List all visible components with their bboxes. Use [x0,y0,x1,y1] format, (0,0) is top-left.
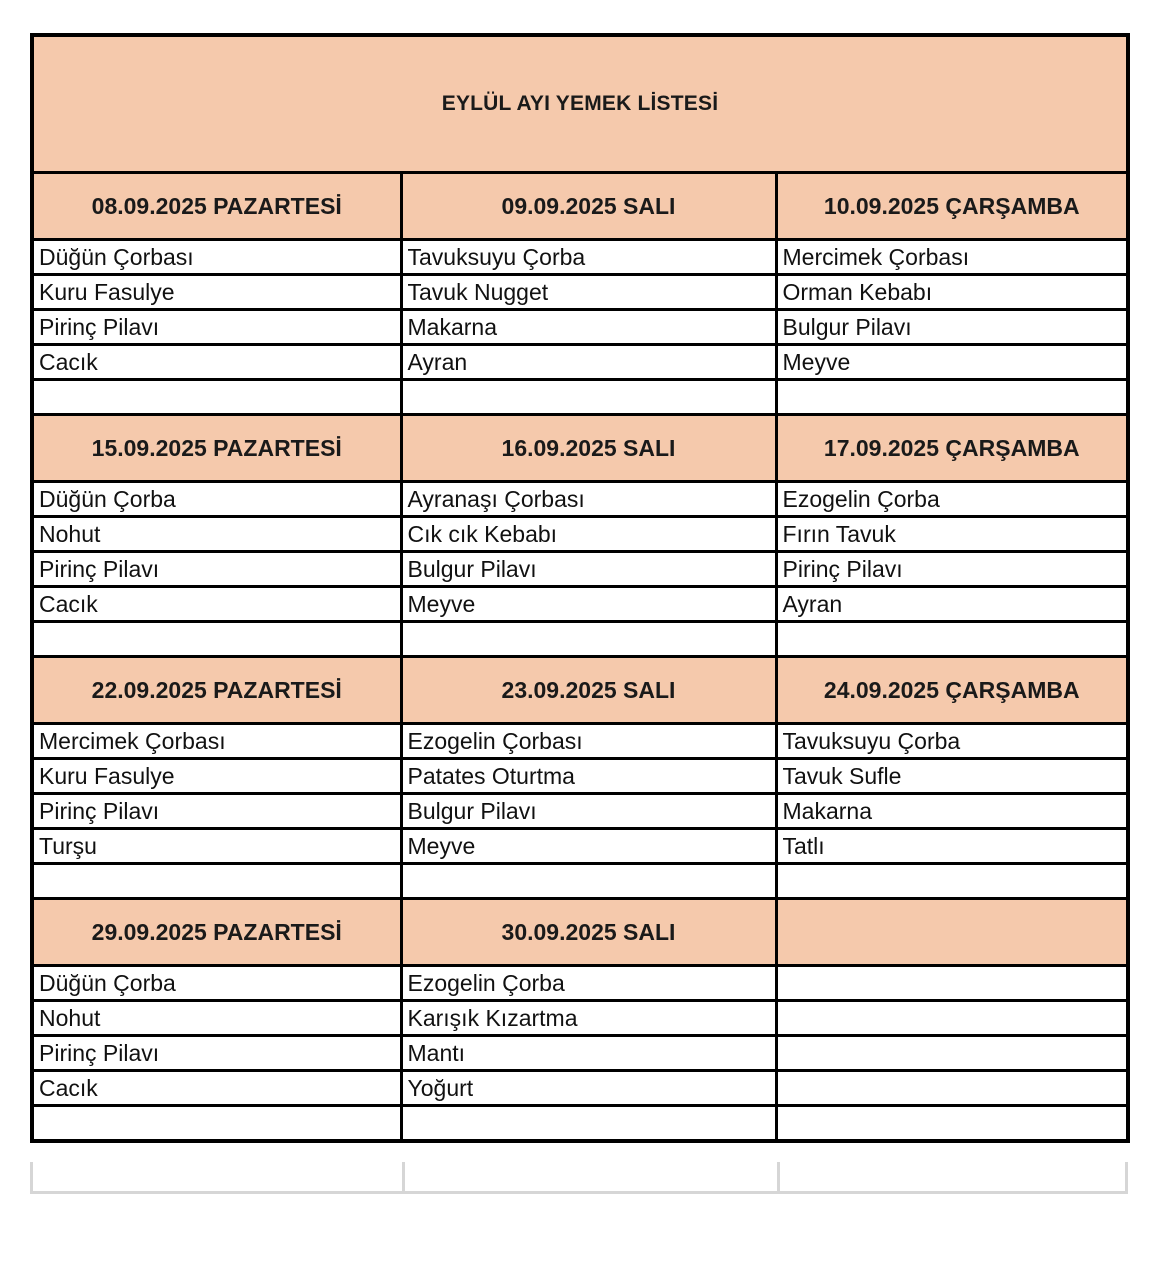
empty-cell [32,380,401,415]
menu-item-row [32,482,1128,517]
menu-item-row [32,275,1128,310]
menu-item-row [32,310,1128,345]
menu-item: Tavuksuyu Çorba [401,240,776,275]
menu-item: Düğün Çorba [32,482,401,517]
menu-item: Ayran [776,587,1128,622]
menu-item-row [32,240,1128,275]
menu-item: Pirinç Pilavı [32,310,401,345]
menu-item-row [32,829,1128,864]
empty-cell [401,864,776,899]
menu-item: Ayranaşı Çorbası [401,482,776,517]
empty-cell [32,1106,401,1142]
menu-item-row [32,552,1128,587]
day-header: 09.09.2025 SALI [401,173,776,240]
empty-cell [776,1106,1128,1142]
menu-item-row [32,1036,1128,1071]
empty-cell [32,622,401,657]
menu-item [776,966,1128,1001]
spacer-row [32,1106,1128,1142]
menu-item: Fırın Tavuk [776,517,1128,552]
menu-item [776,1036,1128,1071]
menu-item: Meyve [401,829,776,864]
empty-cell [401,1106,776,1142]
menu-item-row [32,794,1128,829]
menu-item: Orman Kebabı [776,275,1128,310]
day-header: 15.09.2025 PAZARTESİ [32,415,401,482]
menu-item: Bulgur Pilavı [401,794,776,829]
menu-item-row [32,966,1128,1001]
empty-cell [32,864,401,899]
menu-item: Cacık [32,1071,401,1106]
menu-table [30,33,1130,1143]
menu-item: Tavuksuyu Çorba [776,724,1128,759]
menu-item: Pirinç Pilavı [32,552,401,587]
day-header: 08.09.2025 PAZARTESİ [32,173,401,240]
empty-cell [776,864,1128,899]
menu-item-row [32,724,1128,759]
menu-item: Kuru Fasulye [32,759,401,794]
menu-item: Ezogelin Çorbası [401,724,776,759]
day-header-row [32,173,1128,240]
menu-item: Düğün Çorbası [32,240,401,275]
day-header: 22.09.2025 PAZARTESİ [32,657,401,724]
menu-item: Pirinç Pilavı [776,552,1128,587]
menu-item: Makarna [401,310,776,345]
menu-item [776,1071,1128,1106]
menu-item-row [32,1001,1128,1036]
menu-item-row [32,1071,1128,1106]
spacer-row [32,380,1128,415]
menu-item: Meyve [776,345,1128,380]
menu-item: Ezogelin Çorba [401,966,776,1001]
menu-item: Bulgur Pilavı [776,310,1128,345]
menu-item: Bulgur Pilavı [401,552,776,587]
day-header: 23.09.2025 SALI [401,657,776,724]
menu-item-row [32,345,1128,380]
day-header [776,899,1128,966]
menu-item-row [32,517,1128,552]
menu-item: Cacık [32,345,401,380]
faded-empty-row [30,1162,1128,1194]
menu-item: Yoğurt [401,1071,776,1106]
day-header: 16.09.2025 SALI [401,415,776,482]
empty-cell [401,380,776,415]
menu-item: Cacık [32,587,401,622]
menu-item: Tavuk Nugget [401,275,776,310]
menu-item: Pirinç Pilavı [32,1036,401,1071]
menu-item: Mercimek Çorbası [776,240,1128,275]
menu-item-row [32,587,1128,622]
menu-item: Nohut [32,1001,401,1036]
menu-item: Kuru Fasulye [32,275,401,310]
menu-item: Tatlı [776,829,1128,864]
menu-item: Mercimek Çorbası [32,724,401,759]
spacer-row [32,864,1128,899]
menu-item: Cık cık Kebabı [401,517,776,552]
menu-item: Turşu [32,829,401,864]
day-header-row [32,657,1128,724]
menu-item-row [32,759,1128,794]
menu-item [776,1001,1128,1036]
day-header-row [32,899,1128,966]
empty-cell [401,622,776,657]
day-header: 17.09.2025 ÇARŞAMBA [776,415,1128,482]
title-row [32,35,1128,173]
day-header: 30.09.2025 SALI [401,899,776,966]
day-header-row [32,415,1128,482]
menu-item: Düğün Çorba [32,966,401,1001]
empty-cell [776,622,1128,657]
menu-item: Meyve [401,587,776,622]
day-header: 24.09.2025 ÇARŞAMBA [776,657,1128,724]
spacer-row [32,622,1128,657]
day-header: 10.09.2025 ÇARŞAMBA [776,173,1128,240]
day-header: 29.09.2025 PAZARTESİ [32,899,401,966]
menu-item: Makarna [776,794,1128,829]
menu-item: Ayran [401,345,776,380]
menu-item: Pirinç Pilavı [32,794,401,829]
page-title: EYLÜL AYI YEMEK LİSTESİ [32,35,1128,173]
menu-item: Patates Oturtma [401,759,776,794]
menu-item: Mantı [401,1036,776,1071]
menu-item: Karışık Kızartma [401,1001,776,1036]
menu-item: Nohut [32,517,401,552]
empty-cell [776,380,1128,415]
menu-item: Tavuk Sufle [776,759,1128,794]
menu-item: Ezogelin Çorba [776,482,1128,517]
